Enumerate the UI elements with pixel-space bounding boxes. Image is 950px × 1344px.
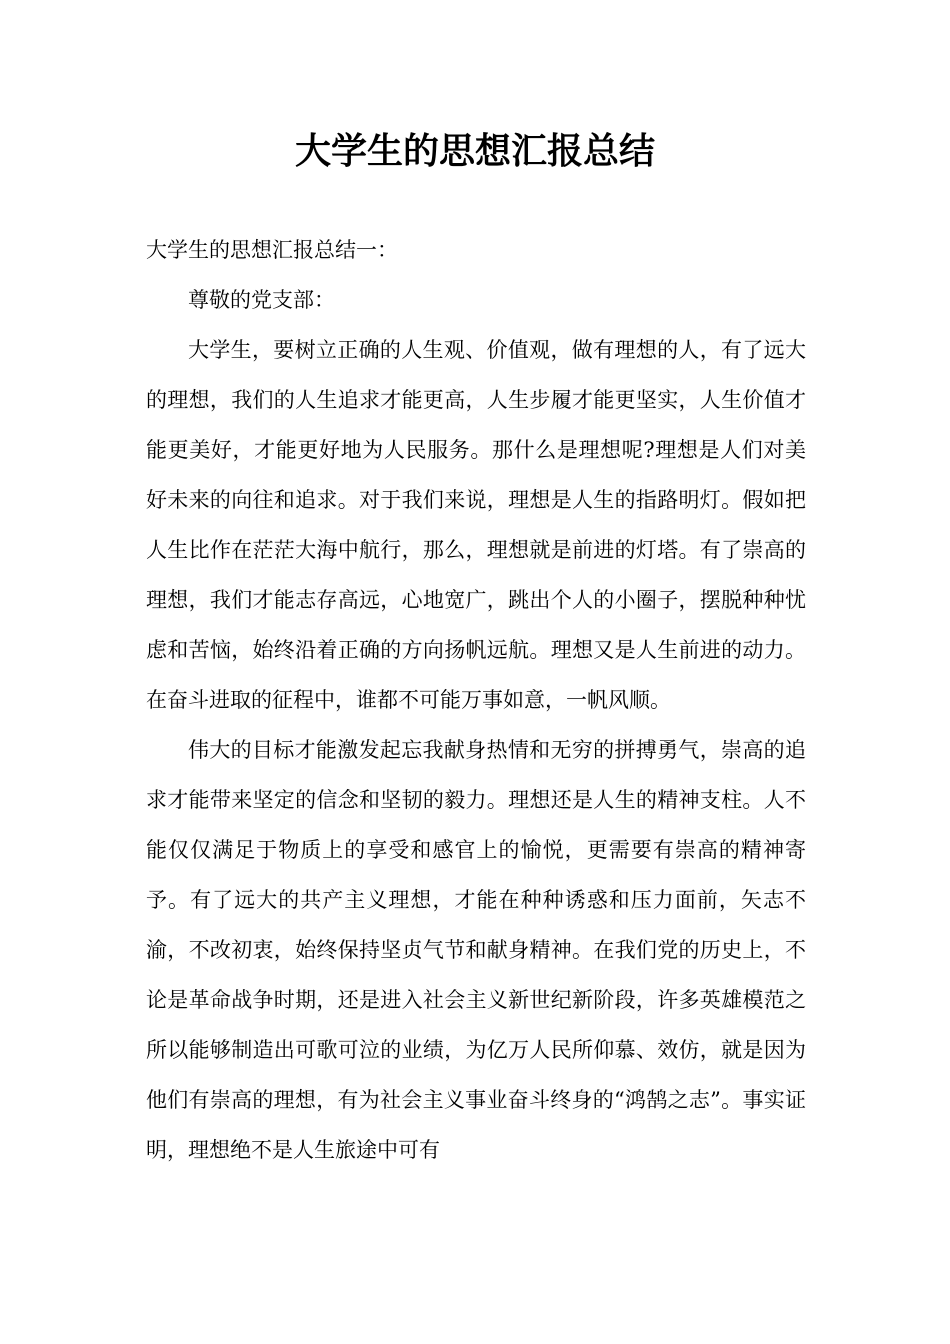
paragraph-1: 大学生，要树立正确的人生观、价值观，做有理想的人，有了远大的理想，我们的人生追求才能更高，人生步履才能更坚实，人生价值才能更美好，才能更好地为人民服务。那什么是理想呢?理想是人们对美好未来的向往和追求。对于我们来说，理想是人生的指路明灯。假如把人生比作在茫茫大海中航行，那么，理想就是前进的灯塔。有了崇高的理想，我们才能志存高远，心地宽广，跳出个人的小圈子，摆脱种种忧虑和苦恼，始终沿着正确的方向扬帆远航。理想又是人生前进的动力。在奋斗进取的征程中，谁都不可能万事如意，一帆风顺。 (146, 338, 806, 712)
document-title: 大学生的思想汇报总结 (294, 131, 655, 172)
document-body (146, 225, 806, 1175)
salutation: 尊敬的党支部： (188, 288, 335, 312)
section-heading: 大学生的思想汇报总结一： (146, 238, 398, 262)
paragraph-2: 伟大的目标才能激发起忘我献身热情和无穷的拼搏勇气，崇高的追求才能带来坚定的信念和坚韧的毅力。理想还是人生的精神支柱。人不能仅仅满足于物质上的享受和感官上的愉悦，更需要有崇高的精神寄予。有了远大的共产主义理想，才能在种种诱惑和压力面前，矢志不渝，不改初衷，始终保持坚贞气节和献身精神。在我们党的历史上，不论是革命战争时期，还是进入社会主义新世纪新阶段，许多英雄模范之所以能够制造出可歌可泣的业绩，为亿万人民所仰慕、效仿，就是因为他们有崇高的理想，有为社会主义事业奋斗终身的“鸿鹄之志”。事实证明，理想绝不是人生旅途中可有 (146, 738, 806, 1162)
